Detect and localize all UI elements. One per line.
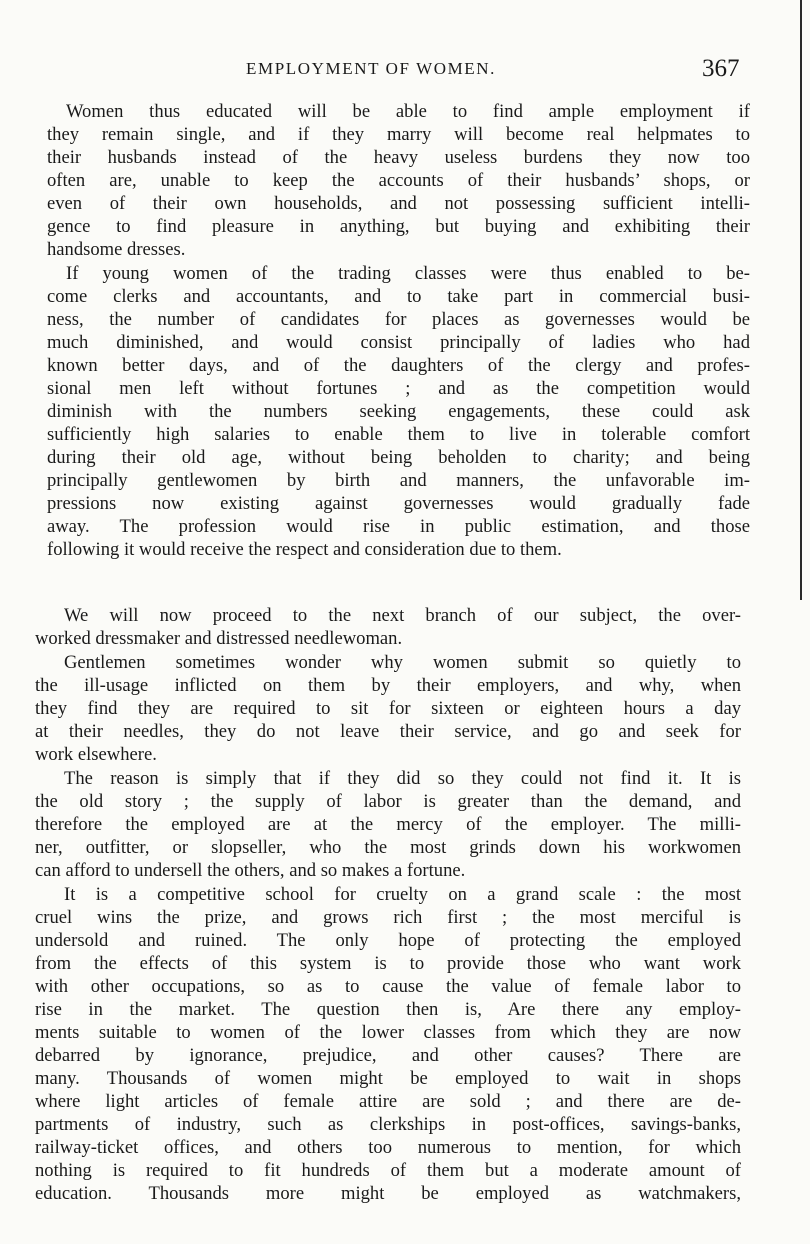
text-line: If young women of the trading classes were thus enabled to be-: [66, 263, 750, 284]
text-line: The reason is simply that if they did so they could not find it. It is: [64, 768, 741, 789]
text-line: sufficiently high salaries to enable them to live in tolerable comfort: [47, 424, 750, 445]
text-line: where light articles of female attire are sold ; and there are de-: [35, 1091, 741, 1112]
text-line: ner, outfitter, or slopseller, who the most grinds down his workwomen: [35, 837, 741, 858]
text-line: handsome dresses.: [47, 239, 186, 260]
text-line: from the effects of this system is to provide those who want work: [35, 953, 741, 974]
text-line: debarred by ignorance, prejudice, and other causes? There are: [35, 1045, 741, 1066]
page-header: [0, 55, 810, 85]
text-line: even of their own households, and not possessing sufficient intelli-: [47, 193, 750, 214]
text-line: pressions now existing against governesses would gradually fade: [47, 493, 750, 514]
text-line: railway-ticket offices, and others too numerous to mention, for which: [35, 1137, 741, 1158]
text-line: rise in the market. The question then is, Are there any employ-: [35, 999, 741, 1020]
text-line: work elsewhere.: [35, 744, 157, 765]
text-line: principally gentlewomen by birth and manners, the unfavorable im-: [47, 470, 750, 491]
text-line: with other occupations, so as to cause the value of female labor to: [35, 976, 741, 997]
text-line: many. Thousands of women might be employed to wait in shops: [35, 1068, 741, 1089]
text-line: partments of industry, such as clerkships in post-offices, savings-banks,: [35, 1114, 741, 1135]
text-line: during their old age, without being beholden to charity; and being: [47, 447, 750, 468]
text-line: sional men left without fortunes ; and as the competition would: [47, 378, 750, 399]
text-line: the ill-usage inflicted on them by their employers, and why, when: [35, 675, 741, 696]
text-line: nothing is required to fit hundreds of them but a moderate amount of: [35, 1160, 741, 1181]
text-line: We will now proceed to the next branch of our subject, the over-: [64, 605, 741, 626]
text-line: therefore the employed are at the mercy of the employer. The milli-: [35, 814, 741, 835]
text-line: worked dressmaker and distressed needlewoman.: [35, 628, 403, 649]
text-line: education. Thousands more might be employed as watchmakers,: [35, 1183, 741, 1204]
text-line: gence to find pleasure in anything, but buying and exhibiting their: [47, 216, 750, 237]
text-line: Women thus educated will be able to find ample employment if: [66, 101, 750, 122]
text-line: cruel wins the prize, and grows rich first ; the most merciful is: [35, 907, 741, 928]
text-line: they remain single, and if they marry will become real helpmates to: [47, 124, 750, 145]
text-line: they find they are required to sit for sixteen or eighteen hours a day: [35, 698, 741, 719]
text-line: often are, unable to keep the accounts of their husbands’ shops, or: [47, 170, 750, 191]
text-line: diminish with the numbers seeking engagements, these could ask: [47, 401, 750, 422]
text-line: ments suitable to women of the lower classes from which they are now: [35, 1022, 741, 1043]
page-edge-rule: [800, 0, 802, 600]
text-line: can afford to undersell the others, and so makes a fortune.: [35, 860, 466, 881]
page-number: 367: [702, 55, 740, 82]
text-line: come clerks and accountants, and to take part in commercial busi-: [47, 286, 750, 307]
text-line: the old story ; the supply of labor is greater than the demand, and: [35, 791, 741, 812]
text-line: Gentlemen sometimes wonder why women submit so quietly to: [64, 652, 741, 673]
text-line: their husbands instead of the heavy useless burdens they now too: [47, 147, 750, 168]
text-line: following it would receive the respect and consideration due to them.: [47, 539, 562, 560]
text-line: known better days, and of the daughters of the clergy and profes-: [47, 355, 750, 376]
text-line: at their needles, they do not leave their service, and go and seek for: [35, 721, 741, 742]
text-line: much diminished, and would consist principally of ladies who had: [47, 332, 750, 353]
running-head: EMPLOYMENT OF WOMEN.: [246, 59, 497, 78]
text-line: It is a competitive school for cruelty on a grand scale : the most: [64, 884, 741, 905]
text-line: ness, the number of candidates for places as governesses would be: [47, 309, 750, 330]
text-line: away. The profession would rise in public estimation, and those: [47, 516, 750, 537]
text-line: undersold and ruined. The only hope of protecting the employed: [35, 930, 741, 951]
